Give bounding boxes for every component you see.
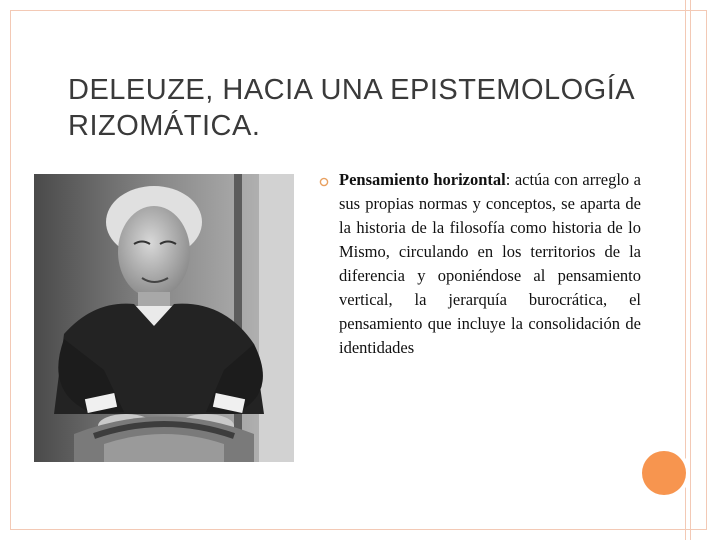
slide-title: DELEUZE, HACIA UNA EPISTEMOLOGÍA RIZOMÁTICA. (68, 74, 634, 142)
bullet-ring-icon (319, 177, 329, 187)
portrait-photo (34, 174, 294, 462)
bullet-term: Pensamiento horizontal (339, 170, 506, 189)
bullet-paragraph (339, 168, 641, 360)
bullet-text: : actúa con arreglo a sus propias normas y conceptos, se aparta de la historia de la filosofía como historia de lo Mismo, circulando en los territorios de la diferencia y oponiéndose al pensamiento vertical, la jerarquía burocrática, el pensamiento que incluye la consolidación de identidades (339, 170, 641, 357)
portrait-illustration (34, 174, 294, 462)
accent-circle (642, 451, 686, 495)
